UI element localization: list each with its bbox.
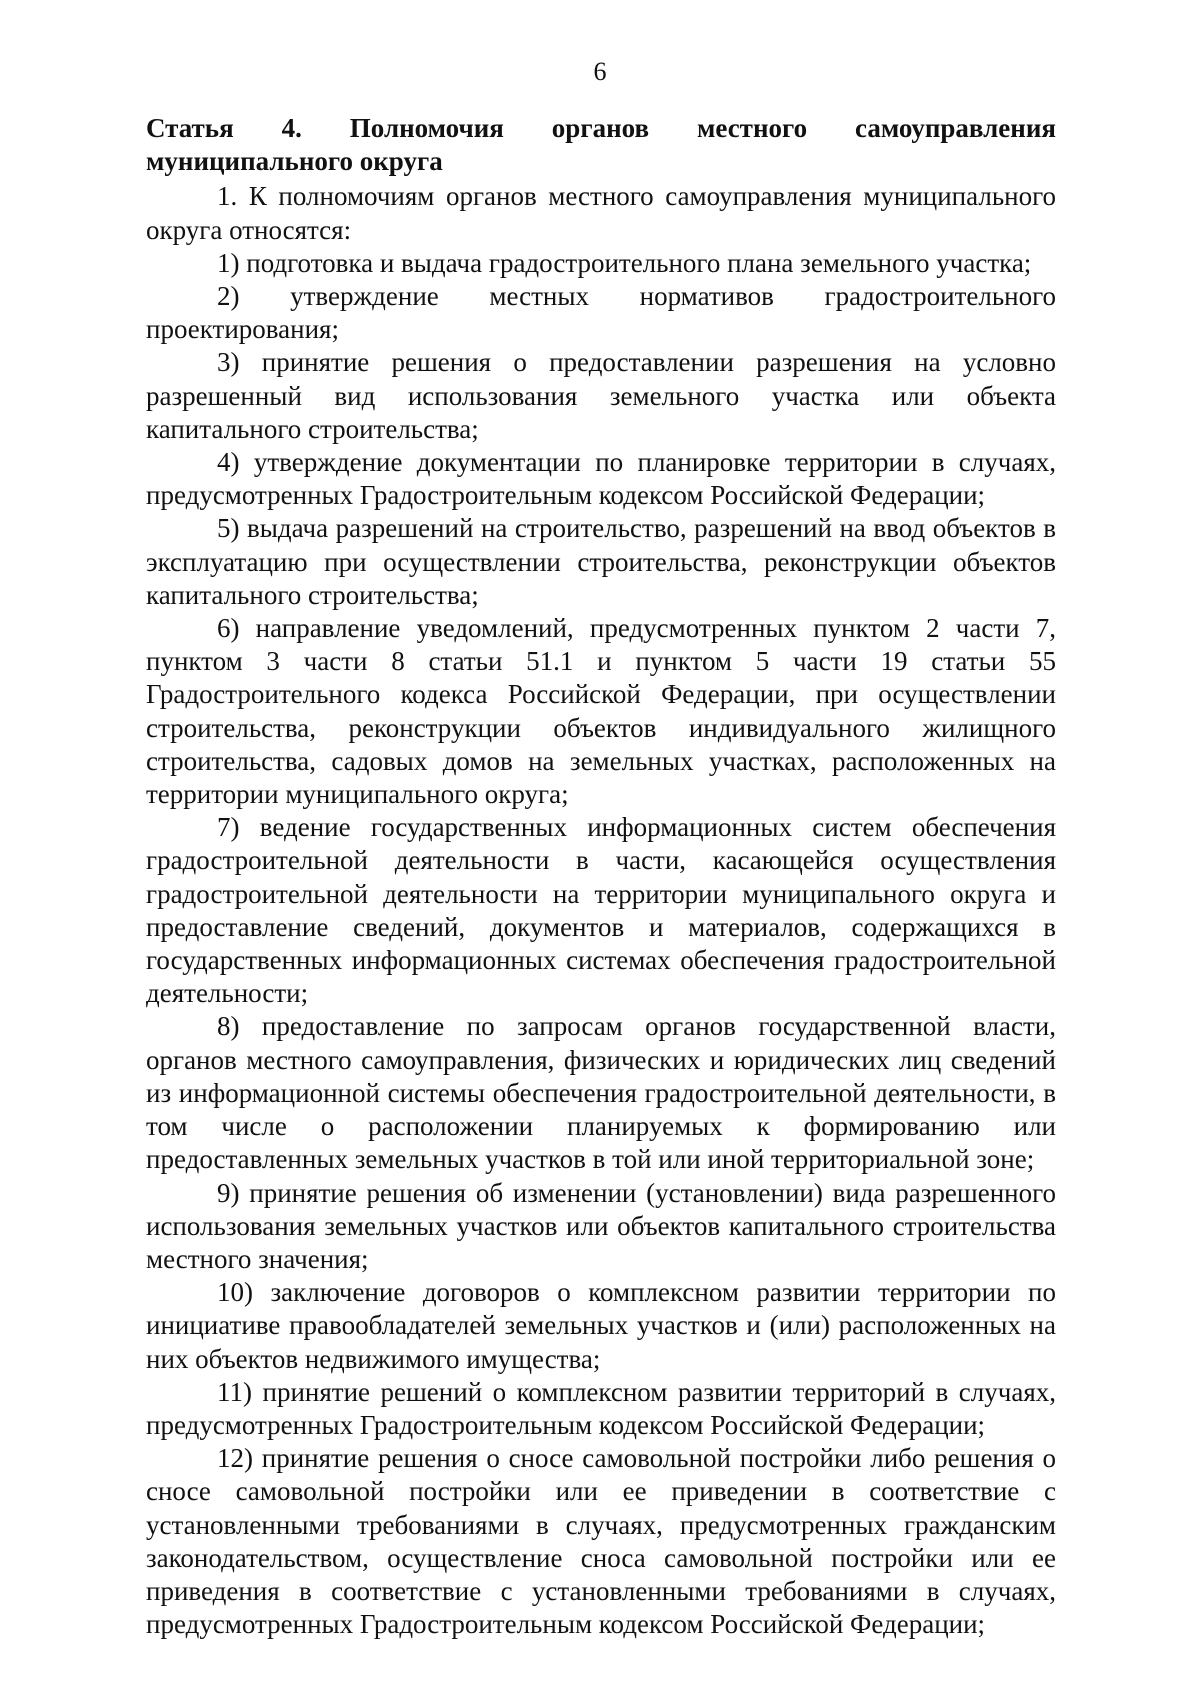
- list-item-4: 4) утверждение документации по планировке территории в случаях, предусмотренных Градостроительным кодексом Российской Федерации;: [146, 447, 1056, 511]
- list-item-8: 8) предоставление по запросам органов государственной власти, органов местного самоуправления, физических и юридических лиц сведений из информационной системы обеспечения градостроительной деятельности, в том числе о расположении планируемых к формированию или предоставленных земельных участков в той или иной территориальной зоне;: [146, 1011, 1056, 1175]
- list-item-7: 7) ведение государственных информационных систем обеспечения градостроительной деятельности в части, касающейся осуществления градостроительной деятельности на территории муниципального округа и предоставление сведений, документов и материалов, содержащихся в государственных информационных системах обеспечения градостроительной деятельности;: [146, 812, 1056, 1009]
- page-number: 6: [593, 57, 607, 86]
- list-item-12: 12) принятие решения о сносе самовольной постройки либо решения о сносе самовольной постройки или ее приведении в соответствие с установленными требованиями в случаях, предусмотренных гражданским законодательством, осуществление сноса самовольной постройки или ее приведения в соответствие с установленными требованиями в случаях, предусмотренных Градостроительным кодексом Российской Федерации;: [146, 1443, 1056, 1640]
- list-item-10: 10) заключение договоров о комплексном развитии территории по инициативе правообладателей земельных участков и (или) расположенных на них объектов недвижимого имущества;: [146, 1277, 1056, 1374]
- list-item-3: 3) принятие решения о предоставлении разрешения на условно разрешенный вид использования земельного участка или объекта капитального строительства;: [146, 347, 1056, 444]
- list-item-1: 1) подготовка и выдача градостроительного плана земельного участка;: [217, 247, 1032, 278]
- list-item-2: 2) утверждение местных нормативов градостроительного проектирования;: [146, 281, 1056, 345]
- document-body: [146, 112, 1056, 1641]
- intro-paragraph: 1. К полномочиям органов местного самоуправления муниципального округа относятся:: [146, 181, 1056, 245]
- list-item-11: 11) принятие решений о комплексном развитии территорий в случаях, предусмотренных Градостроительным кодексом Российской Федерации;: [146, 1376, 1056, 1440]
- list-item-6: 6) направление уведомлений, предусмотренных пунктом 2 части 7, пунктом 3 части 8 статьи 51.1 и пунктом 5 части 19 статьи 55 Градостроительного кодекса Российской Федерации, при осуществлении строительства, реконструкции объектов индивидуального жилищного строительства, садовых домов на земельных участках, расположенных на территории муниципального округа;: [146, 613, 1056, 810]
- article-title: Статья 4. Полномочия органов местного самоуправления муниципального округа: [146, 113, 1056, 177]
- list-item-5: 5) выдача разрешений на строительство, разрешений на ввод объектов в эксплуатацию при осуществлении строительства, реконструкции объектов капитального строительства;: [146, 513, 1056, 610]
- list-item-9: 9) принятие решения об изменении (установлении) вида разрешенного использования земельных участков или объектов капитального строительства местного значения;: [146, 1177, 1056, 1274]
